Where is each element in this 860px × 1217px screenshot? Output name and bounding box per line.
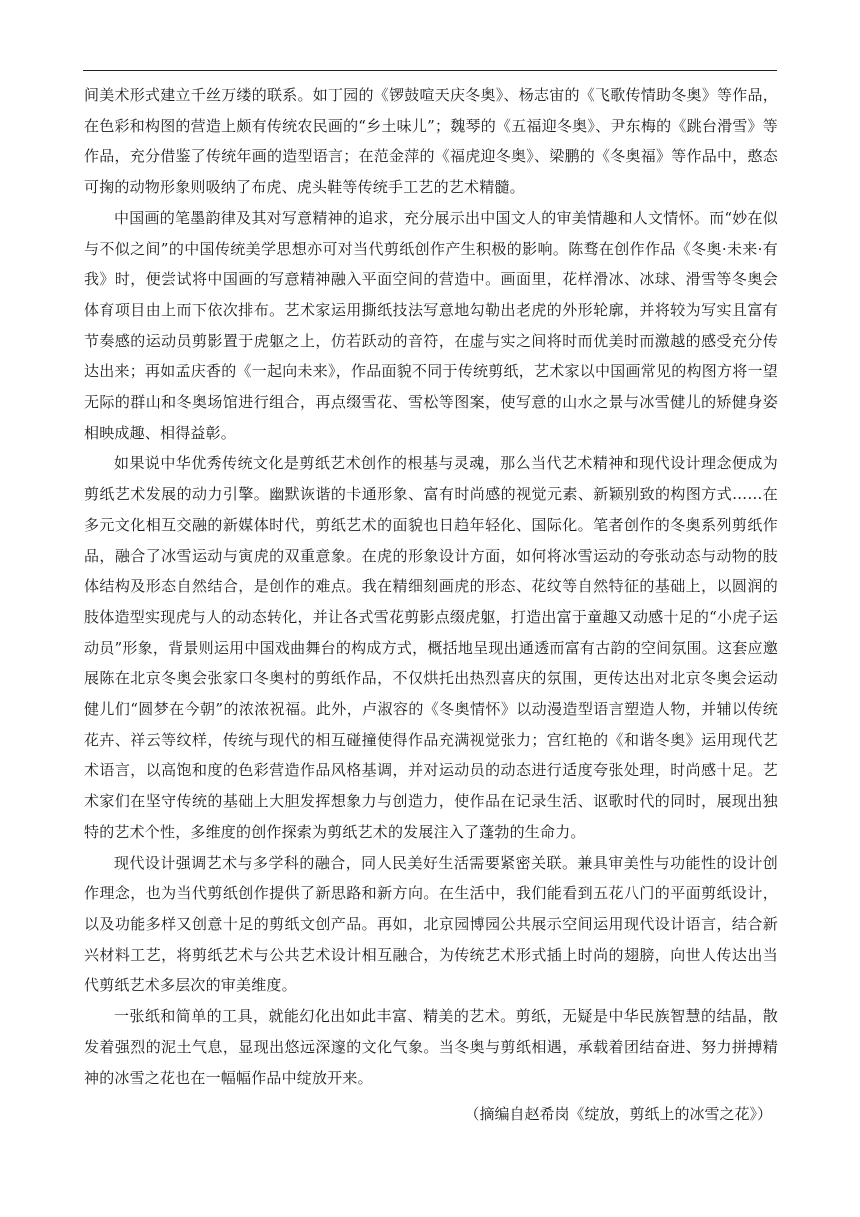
source-citation: （摘编自赵希岗《绽放，剪纸上的冰雪之花》） [464,1105,772,1124]
paragraph-5: 一张纸和简单的工具，就能幻化出如此丰富、精美的艺术。剪纸，无疑是中华民族智慧的结晶，散发着强烈的泥土气息，显现出悠远深邃的文化气象。当冬奥与剪纸相遇，承载着团结奋进、努力拼搏精神的冰雪之花也在一幅幅作品中绽放开来。 [84,1007,778,1087]
paragraph-2: 中国画的笔墨韵律及其对写意精神的追求，充分展示出中国文人的审美情趣和人文情怀。而“妙在似与不似之间”的中国传统美学思想亦可对当代剪纸创作产生积极的影响。陈骛在创作作品《冬奥·未来·有我》时，便尝试将中国画的写意精神融入平面空间的营造中。画面里，花样滑冰、冰球、滑雪等冬奥会体育项目由上而下依次排布。艺术家运用撕纸技法写意地勾勒出老虎的外形轮廓，并将较为写实且富有节奏感的运动员剪影置于虎躯之上，仿若跃动的音符，在虚与实之间将时而优美时而激越的感受充分传达出来；再如孟庆香的《一起向未来》，作品面貌不同于传统剪纸，艺术家以中国画常见的构图方将一望无际的群山和冬奥场馆进行组合，再点缀雪花、雪松等图案，使写意的山水之景与冰雪健儿的矫健身姿相映成趣、相得益彰。 [84,208,778,442]
paragraph-4: 现代设计强调艺术与多学科的融合，同人民美好生活需要紧密关联。兼具审美性与功能性的设计创作理念，也为当代剪纸创作提供了新思路和新方向。在生活中，我们能看到五花八门的平面剪纸设计，以及功能多样又创意十足的剪纸文创产品。再如，北京园博园公共展示空间运用现代设计语言，结合新兴材料工艺，将剪纸艺术与公共艺术设计相互融合，为传统艺术形式插上时尚的翅膀，向世人传达出当代剪纸艺术多层次的审美维度。 [84,853,778,995]
header-divider [83,70,777,71]
paragraph-3: 如果说中华优秀传统文化是剪纸艺术创作的根基与灵魂，那么当代艺术精神和现代设计理念便成为剪纸艺术发展的动力引擎。幽默诙谐的卡通形象、富有时尚感的视觉元素、新颖别致的构图方式……在多元文化相互交融的新媒体时代，剪纸艺术的面貌也日趋年轻化、国际化。笔者创作的冬奥系列剪纸作品，融合了冰雪运动与寅虎的双重意象。在虎的形象设计方面，如何将冰雪运动的夸张动态与动物的肢体结构及形态自然结合，是创作的难点。我在精细刻画虎的形态、花纹等自然特征的基础上，以圆润的肢体造型实现虎与人的动态转化，并让各式雪花剪影点缀虎躯，打造出富于童趣又动感十足的“小虎子运动员”形象，背景则运用中国戏曲舞台的构成方式，概括地呈现出通透而富有古韵的空间氛围。这套应邀展陈在北京冬奥会张家口冬奥村的剪纸作品，不仅烘托出热烈喜庆的氛围，更传达出对北京冬奥会运动健儿们“圆梦在今朝”的浓浓祝福。此外，卢淑容的《冬奥情怀》以动漫造型语言塑造人物，并辅以传统花卉、祥云等纹样，传统与现代的相互碰撞使得作品充满视觉张力；宫红艳的《和谐冬奥》运用现代艺术语言，以高饱和度的色彩营造作品风格基调，并对运动员的动态进行适度夸张处理，时尚感十足。艺术家们在坚守传统的基础上大胆发挥想象力与创造力，使作品在记录生活、讴歌时代的同时，展现出独特的艺术个性，多维度的创作探索为剪纸艺术的发展注入了蓬勃的生命力。 [84,454,778,841]
paragraph-1: 间美术形式建立千丝万缕的联系。如丁园的《锣鼓喧天庆冬奥》、杨志宙的《飞歌传情助冬奥》等作品，在色彩和构图的营造上颇有传统农民画的“乡土味儿”；魏琴的《五福迎冬奥》、尹东梅的《跳台滑雪》等作品，充分借鉴了传统年画的造型语言；在范金萍的《福虎迎冬奥》、梁鹏的《冬奥福》等作品中，憨态可掬的动物形象则吸纳了布虎、虎头鞋等传统手工艺的艺术精髓。 [84,86,778,197]
article-body [84,80,778,1129]
